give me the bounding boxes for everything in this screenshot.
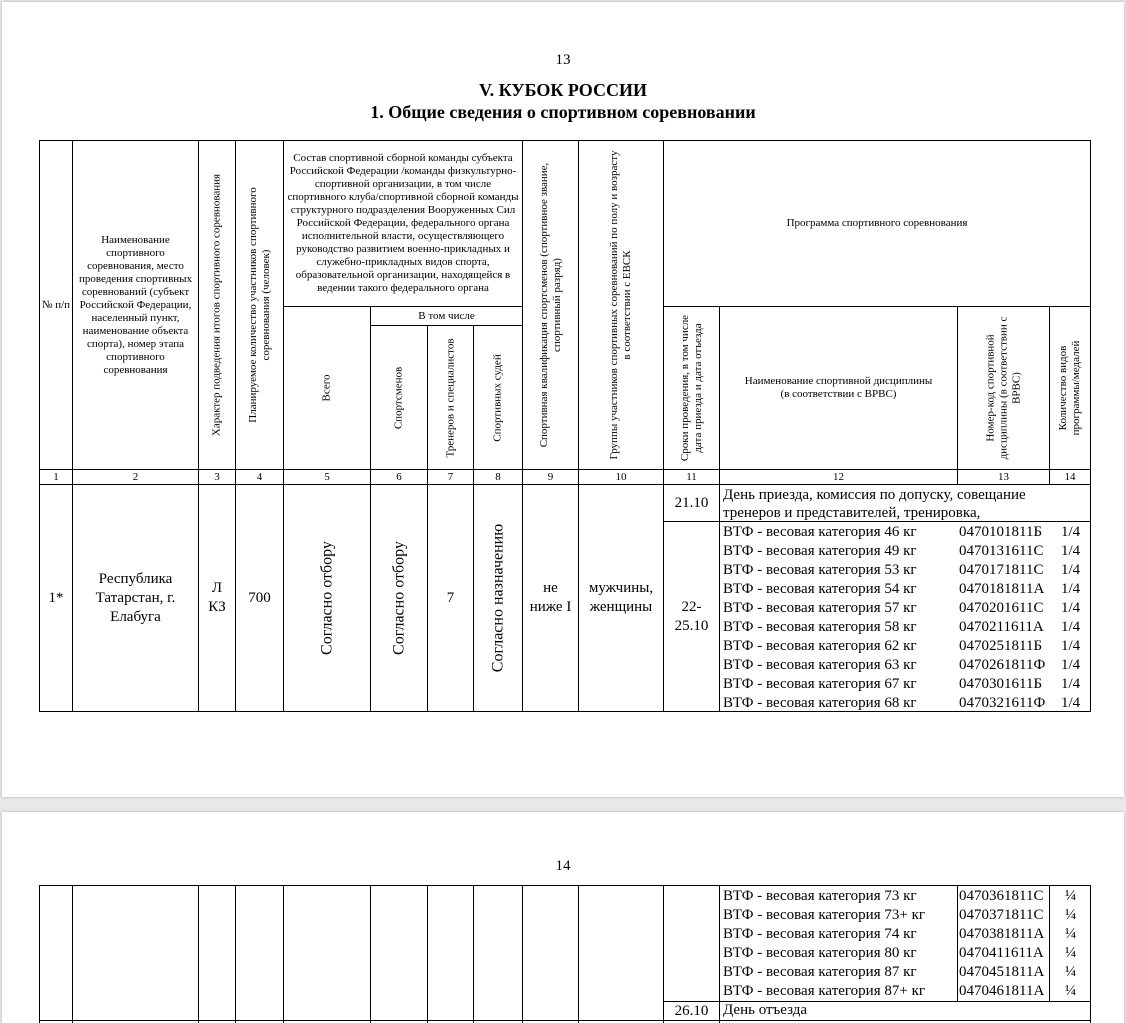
discipline-count: ¼ (1065, 926, 1077, 942)
section-subtitle: 1. Общие сведения о спортивном соревновании (370, 102, 756, 122)
column-number: 8 (495, 471, 501, 483)
column-number: 2 (132, 471, 139, 483)
entry-total: Согласно отбору (318, 541, 336, 655)
discipline-code: 0470131611С (959, 543, 1044, 559)
discipline-count: 1/4 (1061, 695, 1081, 711)
discipline-name: ВТФ - весовая категория 63 кг (723, 657, 917, 673)
discipline-count: 1/4 (1061, 543, 1081, 559)
document-page-13 (2, 2, 1124, 797)
discipline-name: ВТФ - весовая категория 46 кг (723, 524, 917, 540)
discipline-name: ВТФ - весовая категория 49 кг (723, 543, 917, 559)
column-number: 5 (324, 471, 330, 483)
header-total: Всего (320, 374, 333, 402)
entry-result-character: Л КЗ (208, 580, 226, 615)
column-number: 7 (447, 471, 454, 483)
discipline-name: ВТФ - весовая категория 53 кг (723, 562, 917, 578)
page-number: 13 (555, 52, 571, 68)
discipline-code: 0470461811А (959, 983, 1045, 999)
discipline-name: ВТФ - весовая категория 57 кг (723, 600, 917, 616)
entry-participants: 700 (248, 589, 271, 606)
discipline-code: 0470181811А (959, 581, 1045, 597)
discipline-count: ¼ (1065, 907, 1077, 923)
competition-dates: 22-25.10 (674, 598, 709, 634)
discipline-name: ВТФ - весовая категория 73 кг (723, 888, 917, 904)
discipline-code: 0470451811А (959, 964, 1045, 980)
discipline-code: 0470171811С (959, 562, 1044, 578)
discipline-code: 0470361811С (959, 888, 1044, 904)
discipline-code: 0470201611С (959, 600, 1044, 616)
discipline-name: ВТФ - весовая категория 73+ кг (723, 907, 926, 923)
discipline-count: ¼ (1065, 888, 1077, 904)
discipline-count: 1/4 (1061, 676, 1081, 692)
page-number: 14 (555, 858, 571, 874)
discipline-code: 0470411611А (959, 945, 1044, 961)
discipline-count: 1/4 (1061, 600, 1081, 616)
column-number: 4 (256, 471, 263, 483)
discipline-code: 0470371811С (959, 907, 1044, 923)
header-result-character: Характер подведения итогов спортивного соревнования (210, 173, 223, 437)
discipline-count: ¼ (1065, 983, 1077, 999)
column-number: 6 (396, 471, 402, 483)
entry-location: Республика Татарстан, г. Елабуга (95, 570, 176, 625)
discipline-count: 1/4 (1061, 638, 1081, 654)
header-coaches: Тренеров и специалистов (444, 337, 456, 458)
header-participant-groups: Группы участников спортивных соревнований по полу и возрасту в соответствии с ЕВСК (608, 150, 633, 460)
discipline-name: ВТФ - весовая категория 68 кг (723, 695, 917, 711)
arrival-description: День приезда, комиссия по допуску, совещание тренеров и представителей, тренировка, (723, 487, 1026, 521)
discipline-count: 1/4 (1061, 619, 1081, 635)
discipline-code: 0470251811Б (959, 638, 1043, 654)
entry-groups: мужчины, женщины (588, 580, 654, 615)
discipline-name: ВТФ - весовая категория 62 кг (723, 638, 917, 654)
entry-number: 1* (48, 589, 64, 606)
column-number: 3 (214, 471, 220, 483)
column-number: 10 (615, 471, 627, 483)
header-discipline-name: Наименование спортивной дисциплины (в соответствии с ВРВС) (744, 375, 933, 400)
header-competition-name: Наименование спортивного соревнования, место проведения спортивных соревнований (субъект Российской Федерации, населенный пункт, наименование объекта спорта), номер этапа спортивного соревнования (78, 233, 193, 376)
document-page-14 (2, 812, 1124, 1023)
header-number: № п/п (41, 298, 71, 311)
discipline-count: 1/4 (1061, 657, 1081, 673)
header-planned-participants: Планируемое количество участников спортивного соревнования (человек) (246, 187, 272, 423)
header-dates: Сроки проведения, в том числе дата приезда и дата отъезда (678, 314, 704, 462)
column-number: 14 (1064, 471, 1076, 483)
column-number: 11 (686, 471, 697, 483)
discipline-count: ¼ (1065, 964, 1077, 980)
discipline-name: ВТФ - весовая категория 67 кг (723, 676, 917, 692)
discipline-code: 0470321611Ф (959, 695, 1046, 711)
arrival-date: 21.10 (674, 494, 709, 511)
discipline-count: 1/4 (1061, 581, 1081, 597)
discipline-code: 0470381811А (959, 926, 1045, 942)
header-qualification: Спортивная квалификация спортсменов (спортивное звание, спортивный разряд) (537, 162, 563, 448)
column-number: 12 (833, 471, 844, 483)
header-discipline-code: Номер-код спортивной дисциплины (в соответствии с ВРВС) (984, 316, 1022, 460)
discipline-code: 0470211611А (959, 619, 1044, 635)
departure-date: 26.10 (674, 1002, 709, 1019)
discipline-code: 0470261811Ф (959, 657, 1046, 673)
discipline-count: ¼ (1065, 945, 1077, 961)
header-judges: Спортивных судей (491, 353, 504, 442)
discipline-count: 1/4 (1061, 524, 1081, 540)
column-number: 9 (547, 471, 554, 483)
discipline-name: ВТФ - весовая категория 87 кг (723, 964, 917, 980)
header-athletes: Спортсменов (392, 366, 405, 429)
column-number: 1 (53, 471, 59, 483)
discipline-code: 0470101811Б (959, 524, 1043, 540)
header-team-composition: Состав спортивной сборной команды субъекта Российской Федерации /команды физкультурно-спортивной организации, в том числе спортивного клуба/спортивной сборной команды структурного подразделения Вооруженных Сил Российской Федерации, федерального органа исполнительной власти, осуществляющего руководство развитием военно-прикладных и служебно-прикладных видов спорта, образовательной организации, находящейся в ведении такого федерального органа (287, 152, 519, 294)
discipline-name: ВТФ - весовая категория 80 кг (723, 945, 917, 961)
section-title: V. КУБОК РОССИИ (478, 80, 648, 100)
header-including: В том числе (418, 309, 475, 322)
discipline-name: ВТФ - весовая категория 54 кг (723, 581, 917, 597)
discipline-name: ВТФ - весовая категория 87+ кг (723, 983, 926, 999)
header-program-count: Количество видов программы/медалей (1057, 340, 1082, 436)
discipline-name: ВТФ - весовая категория 74 кг (723, 926, 917, 942)
entry-qualification: не ниже I (529, 580, 572, 615)
entry-judges: Согласно назначению (489, 523, 507, 673)
discipline-code: 0470301611Б (959, 676, 1043, 692)
header-program: Программа спортивного соревнования (786, 217, 968, 229)
column-number: 13 (998, 471, 1009, 483)
discipline-count: 1/4 (1061, 562, 1081, 578)
entry-athletes: Согласно отбору (390, 541, 408, 655)
departure-description: День отъезда (723, 1002, 808, 1018)
entry-coaches: 7 (446, 589, 455, 606)
discipline-name: ВТФ - весовая категория 58 кг (723, 619, 917, 635)
